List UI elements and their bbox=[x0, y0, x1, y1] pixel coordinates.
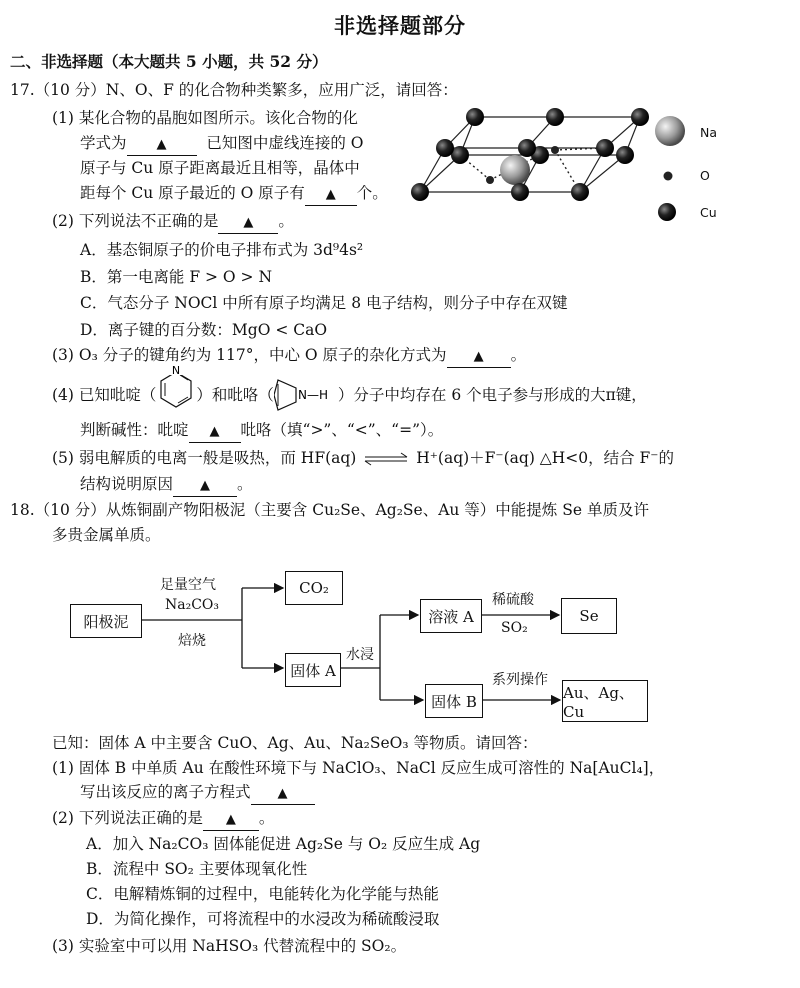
label-na2co3: Na₂CO₃ bbox=[165, 597, 220, 613]
legend-o-label: O bbox=[700, 168, 710, 183]
answer-blank[interactable]: ▲ bbox=[218, 211, 278, 234]
q18-stem-line1: 18.（10 分）从炼铜副产物阳极泥（主要含 Cu₂Se、Ag₂Se、Au 等）中能提炼 Se 单质及许 bbox=[10, 501, 649, 519]
q17-stem: 17.（10 分）N、O、F 的化合物种类繁多，应用广泛，请回答： bbox=[10, 81, 458, 99]
q18-option-a: A．加入 Na₂CO₃ 固体能促进 Ag₂Se 与 O₂ 反应生成 Ag bbox=[86, 835, 481, 853]
q17-p5-line1: (5) 弱电解质的电离一般是吸热，而 HF(aq) H⁺(aq)＋F⁻(aq) △H<0，结合 F⁻的 bbox=[52, 449, 674, 467]
answer-blank[interactable]: ▲ bbox=[189, 420, 241, 443]
q18-known: 已知：固体 A 中主要含 CuO、Ag、Au、Na₂SeO₃ 等物质。请回答： bbox=[52, 734, 538, 752]
q17-p3: (3) O₃ 分子的键角约为 117°，中心 O 原子的杂化方式为 ▲ 。 bbox=[52, 345, 526, 368]
answer-blank[interactable]: ▲ bbox=[173, 474, 237, 497]
label-so2: SO₂ bbox=[501, 620, 528, 636]
box-metals: Au、Ag、Cu bbox=[562, 680, 648, 722]
pyrrole-structure bbox=[274, 386, 338, 406]
box-co2: CO₂ bbox=[285, 571, 343, 605]
label-water-leach: 水浸 bbox=[346, 647, 374, 663]
q17-p4-line1: (4) 已知吡啶（ N ）和吡咯（ N—H ）分子中均存在 6 个电子参与形成的大π键， bbox=[52, 385, 647, 406]
answer-blank[interactable]: ▲ bbox=[251, 782, 315, 805]
q17-p1-line2: 学式为 ▲ 已知图中虚线连接的 O bbox=[80, 133, 364, 156]
q17-p1-line3: 原子与 Cu 原子距离最近且相等，晶体中 bbox=[80, 159, 360, 177]
na-atom bbox=[500, 155, 530, 185]
answer-blank[interactable]: ▲ bbox=[127, 133, 197, 156]
q18-option-c: C．电解精炼铜的过程中，电能转化为化学能与热能 bbox=[86, 885, 439, 903]
page-title: 非选择题部分 bbox=[334, 13, 466, 38]
q17-p1-line1: (1) 某化合物的晶胞如图所示。该化合物的化 bbox=[52, 109, 358, 127]
pyridine-structure bbox=[156, 364, 196, 406]
legend-na-label: Na bbox=[700, 125, 718, 140]
q17-option-b: B．第一电离能 F > O > N bbox=[80, 268, 273, 286]
q18-p1-line1: (1) 固体 B 中单质 Au 在酸性环境下与 NaClO₃、NaCl 反应生成可溶性的 Na[AuCl₄]， bbox=[52, 759, 665, 777]
answer-blank[interactable]: ▲ bbox=[203, 808, 259, 831]
box-solid-b: 固体 B bbox=[425, 684, 483, 718]
answer-blank[interactable]: ▲ bbox=[305, 183, 357, 206]
q17-p2-question: (2) 下列说法不正确的是 ▲ 。 bbox=[52, 211, 294, 234]
q18-p1-line2: 写出该反应的离子方程式 ▲ bbox=[80, 782, 315, 805]
q18-p2-question: (2) 下列说法正确的是 ▲ 。 bbox=[52, 808, 274, 831]
q18-p3: (3) 实验室中可以用 NaHSO₃ 代替流程中的 SO₂。 bbox=[52, 937, 407, 955]
q17-p4-line2: 判断碱性：吡啶 ▲ 吡咯（填“>”、“<”、“=”）。 bbox=[80, 420, 443, 443]
box-solid-a: 固体 A bbox=[285, 653, 341, 687]
q17-option-d: D．离子键的百分数：MgO < CaO bbox=[80, 321, 328, 339]
section-header: 二、非选择题（本大题共 5 小题，共 52 分） bbox=[10, 52, 328, 71]
svg-text:N—H: N—H bbox=[297, 388, 328, 402]
q17-option-c: C．气态分子 NOCl 中所有原子均满足 8 电子结构，则分子中存在双键 bbox=[80, 294, 568, 312]
q17-p1-line4: 距每个 Cu 原子最近的 O 原子有 ▲ 个。 bbox=[80, 183, 388, 206]
svg-text:N: N bbox=[172, 364, 181, 377]
label-air: 足量空气 bbox=[160, 577, 216, 593]
label-roast: 焙烧 bbox=[178, 633, 206, 649]
q18-option-d: D．为简化操作，可将流程中的水浸改为稀硫酸浸取 bbox=[86, 910, 440, 928]
box-se: Se bbox=[561, 598, 617, 634]
q17-option-a: A．基态铜原子的价电子排布式为 3d⁹4s² bbox=[80, 241, 364, 259]
answer-blank[interactable]: ▲ bbox=[447, 345, 511, 368]
q17-p5-line2: 结构说明原因 ▲ 。 bbox=[80, 474, 253, 497]
box-anode-mud: 阳极泥 bbox=[70, 604, 142, 638]
q18-stem-line2: 多贵金属单质。 bbox=[52, 526, 161, 544]
label-series-ops: 系列操作 bbox=[492, 672, 548, 688]
q18-option-b: B．流程中 SO₂ 主要体现氧化性 bbox=[86, 860, 308, 878]
equilibrium-arrow-icon bbox=[361, 452, 411, 466]
label-dilute-acid: 稀硫酸 bbox=[492, 592, 534, 608]
legend-cu-label: Cu bbox=[700, 205, 717, 220]
box-solution-a: 溶液 A bbox=[420, 599, 482, 633]
